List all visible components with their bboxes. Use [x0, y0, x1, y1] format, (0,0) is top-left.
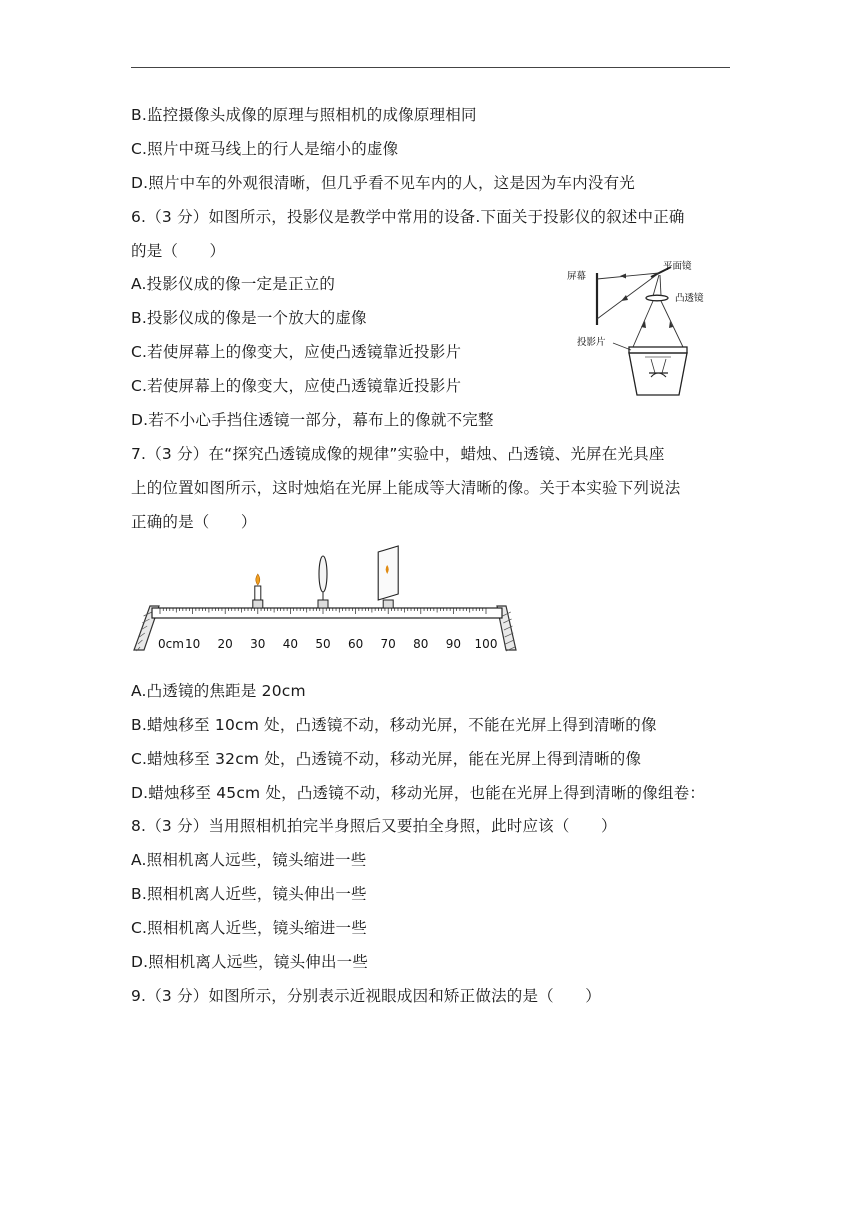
ruler-tick-label: 10 — [184, 637, 201, 651]
slide-label: 投影片 — [577, 337, 606, 348]
light-screen — [378, 546, 398, 608]
ruler-tick-label: 50 — [315, 637, 331, 651]
q9-stem: 9.（3 分）如图所示，分别表示近视眼成因和矫正做法的是（ ） — [131, 987, 601, 1005]
ruler-tick-label: 90 — [445, 637, 462, 651]
ruler-tick-label: 40 — [282, 637, 299, 651]
optical-bench-figure — [130, 544, 520, 656]
q8-option-d: D.照相机离人远些，镜头伸出一些 — [131, 953, 369, 971]
ruler-tick-label: 70 — [380, 637, 396, 651]
q6-option-d: D.若不小心手挡住透镜一部分，幕布上的像就不完整 — [131, 411, 494, 429]
q5-option-c: C.照片中斑马线上的行人是缩小的虚像 — [131, 140, 399, 158]
ruler-tick-label: 30 — [250, 637, 266, 651]
projector-figure — [565, 255, 735, 400]
projector-housing — [629, 353, 687, 395]
q8-stem: 8.（3 分）当用照相机拍完半身照后又要拍全身照，此时应该（ ） — [131, 817, 617, 835]
ruler-tick-label: 60 — [347, 637, 364, 651]
q7-option-d: D.蜡烛移至 45cm 处，凸透镜不动，移动光屏，也能在光屏上得到清晰的像组卷： — [131, 784, 706, 802]
header-rule — [131, 67, 730, 68]
ruler-tick-label: 100 — [474, 637, 498, 651]
ruler-tick-label: 20 — [217, 637, 233, 651]
q6-option-c-repeat: C.若使屏幕上的像变大，应使凸透镜靠近投影片 — [131, 377, 462, 395]
lens-shape — [646, 295, 668, 301]
q7-option-b: B.蜡烛移至 10cm 处，凸透镜不动，移动光屏，不能在光屏上得到清晰的像 — [131, 716, 657, 734]
q6-option-b: B.投影仪成的像是一个放大的虚像 — [131, 309, 367, 327]
q5-option-d: D.照片中车的外观很清晰，但几乎看不见车内的人，这是因为车内没有光 — [131, 174, 635, 192]
convex-lens — [318, 556, 328, 608]
lens-label: 凸透镜 — [675, 293, 704, 304]
q7-stem-line2: 上的位置如图所示，这时烛焰在光屏上能成等大清晰的像。关于本实验下列说法 — [131, 479, 681, 497]
q8-option-a: A.照相机离人远些，镜头缩进一些 — [131, 851, 367, 869]
screen-label: 屏幕 — [567, 271, 587, 282]
bench-rail — [152, 608, 502, 618]
slide-shape — [629, 347, 687, 353]
q6-option-a: A.投影仪成的像一定是正立的 — [131, 275, 336, 293]
q5-option-b: B.监控摄像头成像的原理与照相机的成像原理相同 — [131, 106, 477, 124]
q8-option-b: B.照相机离人近些，镜头伸出一些 — [131, 885, 367, 903]
candle — [253, 574, 263, 608]
q6-stem-line1: 6.（3 分）如图所示，投影仪是教学中常用的设备.下面关于投影仪的叙述中正确 — [131, 208, 685, 226]
q7-option-a: A.凸透镜的焦距是 20cm — [131, 682, 306, 700]
q7-stem-line3: 正确的是（ ） — [131, 513, 257, 531]
ruler-tick-label: 80 — [413, 637, 429, 651]
q8-option-c: C.照相机离人近些，镜头缩进一些 — [131, 919, 367, 937]
ruler-tick-label: 0cm — [158, 637, 184, 651]
q6-stem-line2: 的是（ ） — [131, 242, 226, 260]
q6-option-c: C.若使屏幕上的像变大，应使凸透镜靠近投影片 — [131, 343, 462, 361]
q7-option-c: C.蜡烛移至 32cm 处，凸透镜不动，移动光屏，能在光屏上得到清晰的像 — [131, 750, 642, 768]
mirror-label: 平面镜 — [663, 261, 692, 272]
q7-stem-line1: 7.（3 分）在“探究凸透镜成像的规律”实验中，蜡烛、凸透镜、光屏在光具座 — [131, 445, 665, 463]
